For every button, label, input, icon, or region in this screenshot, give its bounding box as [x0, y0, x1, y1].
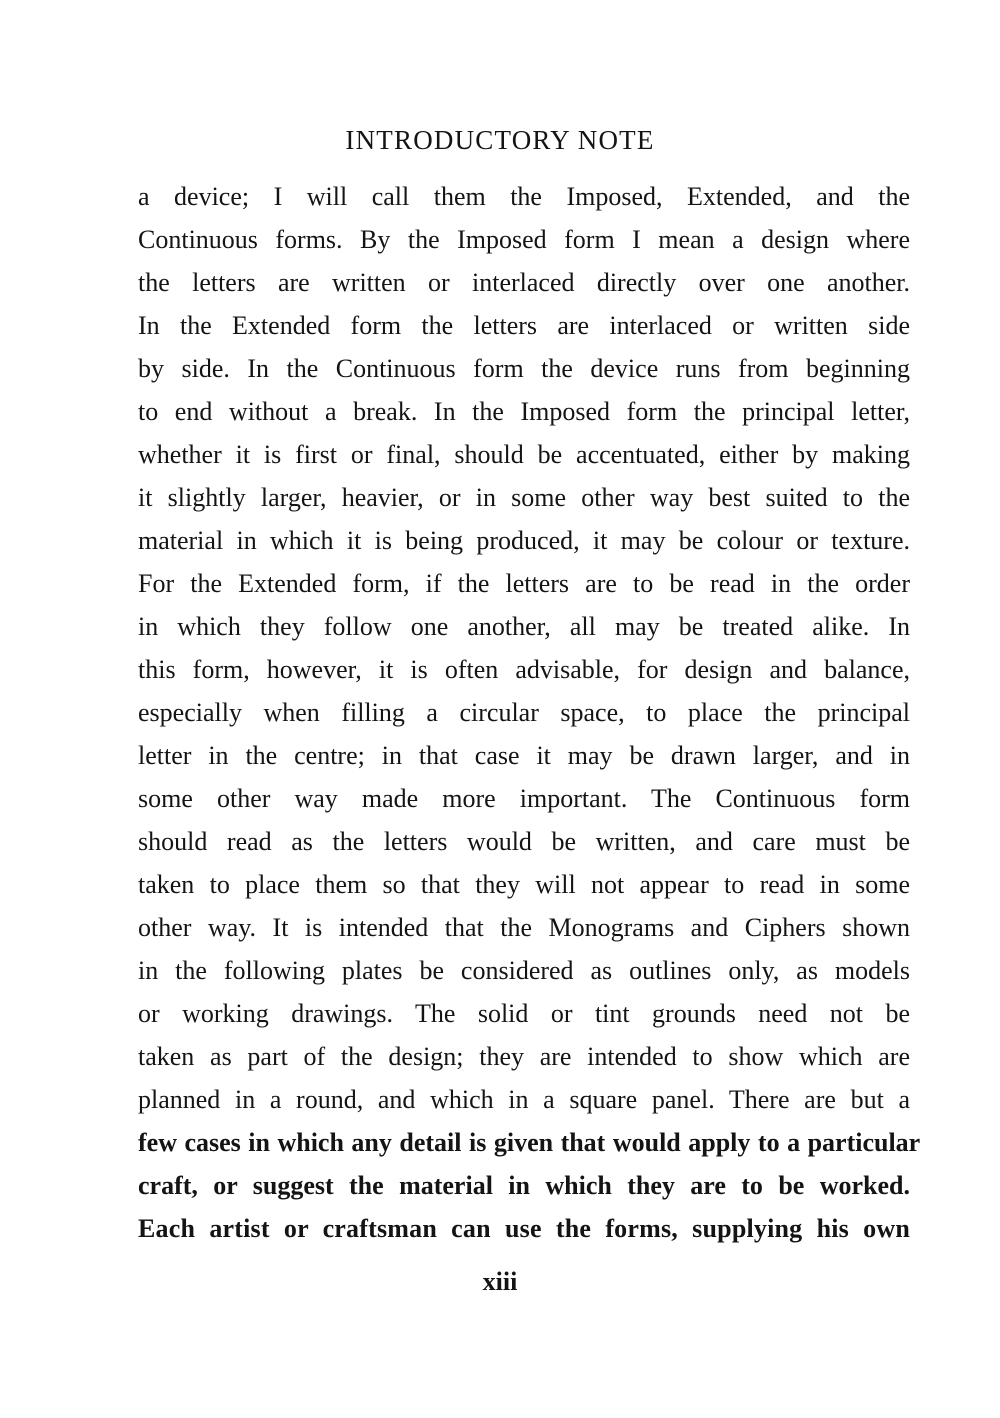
text-line: or working drawings. The solid or tint grounds need not be [138, 999, 910, 1028]
text-line: it slightly larger, heavier, or in some other way best suited to the [138, 483, 910, 512]
text-line: Each artist or craftsman can use the forms, supplying his own [138, 1214, 910, 1243]
text-line: by side. In the Continuous form the device runs from beginning [138, 354, 910, 383]
text-line: letter in the centre; in that case it may be drawn larger, and in [138, 741, 910, 770]
text-line: this form, however, it is often advisable, for design and balance, [138, 655, 910, 684]
body-text [138, 175, 921, 1250]
running-head: INTRODUCTORY NOTE [345, 125, 655, 155]
text-line: other way. It is intended that the Monograms and Ciphers shown [138, 913, 910, 942]
text-line: especially when filling a circular space, to place the principal [138, 698, 910, 727]
text-line: planned in a round, and which in a square panel. There are but a [138, 1085, 910, 1114]
page-number: xiii [482, 1267, 518, 1296]
text-line: should read as the letters would be written, and care must be [138, 827, 910, 856]
text-line: In the Extended form the letters are interlaced or written side [138, 311, 910, 340]
text-line: For the Extended form, if the letters are to be read in the order [138, 569, 910, 598]
text-line: in the following plates be considered as outlines only, as models [138, 956, 910, 985]
text-line: some other way made more important. The Continuous form [138, 784, 910, 813]
text-line: Continuous forms. By the Imposed form I mean a design where [138, 225, 910, 254]
text-line: in which they follow one another, all may be treated alike. In [138, 612, 910, 641]
text-line: craft, or suggest the material in which they are to be worked. [138, 1171, 910, 1200]
text-line: whether it is first or final, should be accentuated, either by making [138, 440, 910, 469]
text-line: few cases in which any detail is given that would apply to a particular [138, 1128, 921, 1157]
text-line: taken to place them so that they will not appear to read in some [138, 870, 910, 899]
text-line: a device; I will call them the Imposed, Extended, and the [138, 182, 910, 211]
text-line: material in which it is being produced, it may be colour or texture. [138, 526, 910, 555]
text-line: to end without a break. In the Imposed form the principal letter, [138, 397, 910, 426]
text-line: the letters are written or interlaced directly over one another. [138, 268, 910, 297]
text-line: taken as part of the design; they are intended to show which are [138, 1042, 910, 1071]
